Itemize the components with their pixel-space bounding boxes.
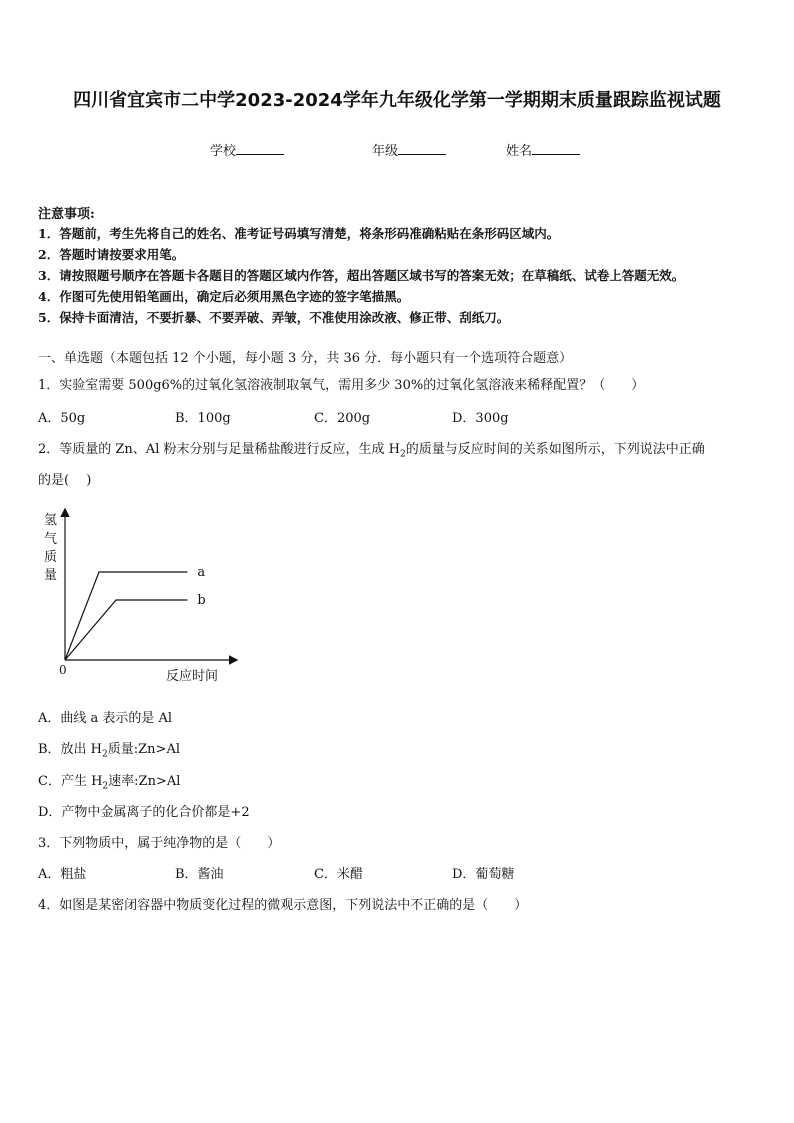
q2-stem-part1: 2．等质量的 Zn、Al 粉末分别与足量稀盐酸进行反应，生成 H bbox=[38, 442, 400, 457]
q4-stem: 4．如图是某密闭容器中物质变化过程的微观示意图，下列说法中不正确的是（ ） bbox=[38, 898, 528, 913]
series-label-a: a bbox=[197, 565, 206, 580]
q2-stem-part2: 的质量与反应时间的关系如图所示，下列说法中正确 bbox=[405, 442, 705, 457]
y-axis-label bbox=[44, 513, 57, 583]
q2-stem-line1 bbox=[38, 438, 705, 460]
x-axis-label: 反应时间 bbox=[166, 669, 219, 684]
section-heading: 一、单选题（本题包括 12 个小题，每小题 3 分，共 36 分．每小题只有一个选项符合题意） bbox=[38, 351, 573, 366]
y-label-char: 氢 bbox=[44, 513, 58, 528]
notice-item: 1．答题前，考生先将自己的姓名、准考证号码填写清楚，将条形码准确粘贴在条形码区域内。 bbox=[38, 226, 560, 241]
q2-stem-subscript: 2 bbox=[399, 449, 406, 460]
q3-option-b[interactable]: B．酱油 bbox=[175, 867, 224, 882]
notice-item: 4．作图可先使用铅笔画出，确定后必须用黑色字迹的签字笔描黑。 bbox=[38, 289, 410, 304]
grade-field[interactable] bbox=[372, 140, 446, 159]
y-label-char: 气 bbox=[44, 532, 58, 547]
name-label: 姓名 bbox=[506, 144, 533, 159]
school-label: 学校 bbox=[210, 144, 237, 159]
q2-option-c-part1: C．产生 H bbox=[38, 774, 103, 789]
q2-option-a[interactable]: A．曲线 a 表示的是 Al bbox=[38, 711, 173, 726]
q1-stem: 1．实验室需要 500g6%的过氧化氢溶液制取氧气，需用多少 30%的过氧化氢溶液来稀释配置？（ ） bbox=[38, 378, 645, 393]
y-label-char: 量 bbox=[44, 568, 58, 583]
series-line-a bbox=[65, 572, 187, 660]
hydrogen-mass-chart bbox=[40, 508, 240, 688]
q1-option-d[interactable]: D．300g bbox=[452, 411, 509, 426]
notice-item: 3．请按照题号顺序在答题卡各题目的答题区域内作答，超出答题区域书写的答案无效；在草稿纸、试卷上答题无效。 bbox=[38, 268, 685, 283]
notice-item: 2．答题时请按要求用笔。 bbox=[38, 247, 185, 262]
q2-option-b[interactable] bbox=[38, 738, 180, 760]
q2-option-c-part2: 速率:Zn>Al bbox=[108, 774, 181, 789]
grade-label: 年级 bbox=[372, 144, 399, 159]
q2-option-c[interactable] bbox=[38, 770, 180, 792]
q3-stem: 3．下列物质中，属于纯净物的是（ ） bbox=[38, 836, 281, 851]
q2-option-d[interactable]: D．产物中金属离子的化合价都是+2 bbox=[38, 805, 250, 820]
page-title: 四川省宜宾市二中学2023-2024学年九年级化学第一学期期末质量跟踪监视试题 bbox=[73, 90, 721, 111]
notice-item: 5．保持卡面清洁，不要折暴、不要弄破、弄皱，不准使用涂改液、修正带、刮纸刀。 bbox=[38, 310, 510, 325]
series-group bbox=[65, 565, 206, 660]
q2-option-b-subscript: 2 bbox=[102, 749, 108, 760]
q1-option-a[interactable]: A．50g bbox=[38, 411, 86, 426]
q3-option-d[interactable]: D．葡萄糖 bbox=[452, 867, 515, 882]
y-label-char: 质 bbox=[44, 550, 58, 565]
name-field[interactable] bbox=[506, 140, 580, 159]
q2-option-b-part2: 质量:Zn>Al bbox=[107, 742, 180, 757]
q3-option-c[interactable]: C．米醋 bbox=[314, 867, 363, 882]
origin-label: 0 bbox=[59, 663, 67, 677]
series-line-b bbox=[65, 600, 187, 660]
series-label-b: b bbox=[197, 593, 206, 608]
q2-option-c-subscript: 2 bbox=[102, 781, 109, 792]
school-blank[interactable] bbox=[236, 142, 284, 155]
q3-option-a[interactable]: A．粗盐 bbox=[38, 867, 87, 882]
grade-blank[interactable] bbox=[398, 142, 446, 155]
school-field[interactable] bbox=[210, 140, 284, 159]
q1-option-b[interactable]: B．100g bbox=[175, 411, 231, 426]
notice-heading: 注意事项: bbox=[38, 207, 95, 222]
q1-option-c[interactable]: C．200g bbox=[314, 411, 371, 426]
q2-option-b-part1: B．放出 H bbox=[38, 742, 103, 757]
name-blank[interactable] bbox=[532, 142, 580, 155]
q2-stem-line2: 的是( ) bbox=[38, 473, 92, 488]
